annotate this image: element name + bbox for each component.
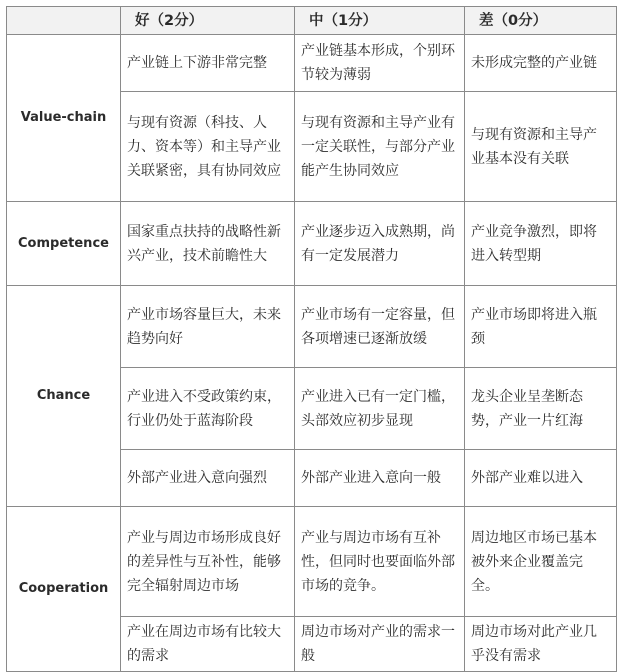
header-row [7, 7, 617, 35]
table-row [7, 286, 617, 368]
dimension-cooperation: Cooperation [7, 507, 121, 672]
header-good: 好（2分） [121, 7, 295, 35]
table-row [7, 35, 617, 92]
cell-good: 产业与周边市场形成良好的差异性与互补性，能够完全辐射周边市场 [121, 507, 295, 617]
cell-poor: 未形成完整的产业链 [465, 35, 617, 92]
cell-medium: 产业逐步迈入成熟期，尚有一定发展潜力 [295, 202, 465, 286]
scoring-table [6, 6, 617, 672]
cell-medium: 产业市场有一定容量，但各项增速已逐渐放缓 [295, 286, 465, 368]
table-row [7, 202, 617, 286]
cell-good: 产业进入不受政策约束，行业仍处于蓝海阶段 [121, 368, 295, 450]
cell-medium: 周边市场对产业的需求一般 [295, 617, 465, 672]
cell-poor: 外部产业难以进入 [465, 450, 617, 507]
cell-good: 与现有资源（科技、人力、资本等）和主导产业关联紧密，具有协同效应 [121, 92, 295, 202]
cell-poor: 周边市场对此产业几乎没有需求 [465, 617, 617, 672]
cell-poor: 产业竞争激烈，即将进入转型期 [465, 202, 617, 286]
header-poor: 差（0分） [465, 7, 617, 35]
cell-medium: 产业与周边市场有互补性，但同时也要面临外部市场的竞争。 [295, 507, 465, 617]
cell-good: 外部产业进入意向强烈 [121, 450, 295, 507]
cell-good: 产业在周边市场有比较大的需求 [121, 617, 295, 672]
cell-medium: 产业进入已有一定门槛，头部效应初步显现 [295, 368, 465, 450]
dimension-chance: Chance [7, 286, 121, 507]
dimension-competence: Competence [7, 202, 121, 286]
cell-good: 国家重点扶持的战略性新兴产业，技术前瞻性大 [121, 202, 295, 286]
cell-medium: 与现有资源和主导产业有一定关联性，与部分产业能产生协同效应 [295, 92, 465, 202]
dimension-value-chain: Value-chain [7, 35, 121, 202]
table-row [7, 507, 617, 617]
header-medium: 中（1分） [295, 7, 465, 35]
cell-medium: 产业链基本形成，个别环节较为薄弱 [295, 35, 465, 92]
cell-poor: 周边地区市场已基本被外来企业覆盖完全。 [465, 507, 617, 617]
cell-good: 产业市场容量巨大，未来趋势向好 [121, 286, 295, 368]
cell-poor: 与现有资源和主导产业基本没有关联 [465, 92, 617, 202]
cell-poor: 龙头企业呈垄断态势，产业一片红海 [465, 368, 617, 450]
cell-medium: 外部产业进入意向一般 [295, 450, 465, 507]
cell-poor: 产业市场即将进入瓶颈 [465, 286, 617, 368]
header-corner [7, 7, 121, 35]
cell-good: 产业链上下游非常完整 [121, 35, 295, 92]
scoring-table-container [6, 6, 617, 672]
